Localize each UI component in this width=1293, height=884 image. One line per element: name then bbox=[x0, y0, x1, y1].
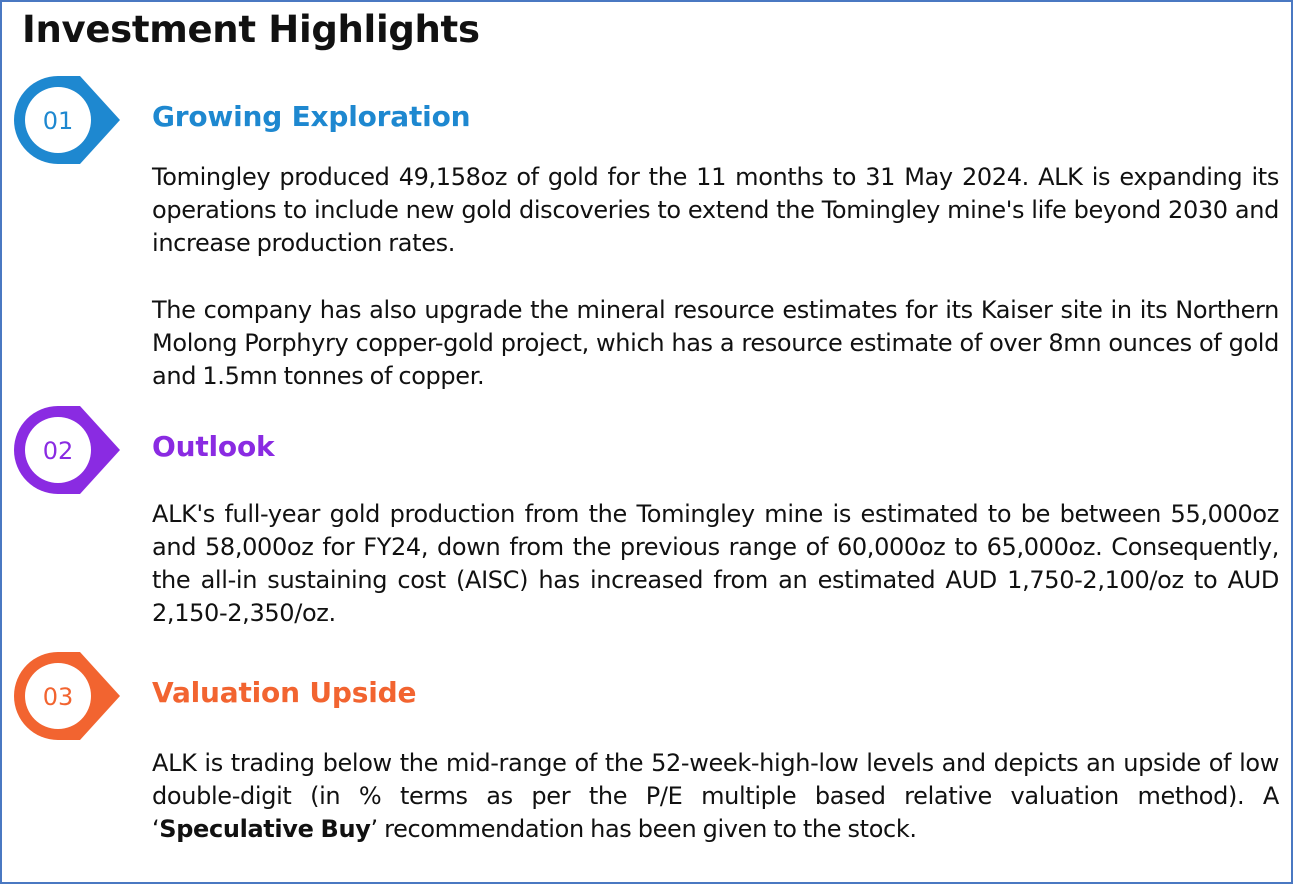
section-3-text-after: ’ recommendation has been given to the stock. bbox=[370, 815, 917, 843]
section-1-paragraph-2: The company has also upgrade the mineral resource estimates for its Kaiser site in its Northern Molong Porphyry copper-gold project, which has a resource estimate of over 8mn ounces of gold and 1.5mn tonnes of copper. bbox=[152, 296, 1279, 390]
recommendation-label: Speculative Buy bbox=[159, 815, 371, 843]
section-2-paragraph-1: ALK's full-year gold production from the Tomingley mine is estimated to be between 55,000oz and 58,000oz for FY24, down from the previous range of 60,000oz to 65,000oz. Consequently, the all-in sustaining cost (AISC) has increased from an estimated AUD 1,750-2,100/oz to AUD 2,150-2,350/oz. bbox=[152, 500, 1279, 627]
section-3-marker bbox=[12, 650, 124, 742]
page-title: Investment Highlights bbox=[22, 8, 480, 51]
section-1-heading: Growing Exploration bbox=[152, 100, 471, 133]
section-2-number: 02 bbox=[42, 437, 74, 465]
section-1-number: 01 bbox=[42, 107, 74, 135]
section-1-paragraph-1: Tomingley produced 49,158oz of gold for the 11 months to 31 May 2024. ALK is expanding its operations to include new gold discoveries to extend the Tomingley mine's life beyond 2030 and increase production rates. bbox=[152, 163, 1279, 257]
teardrop-badge-icon bbox=[12, 74, 124, 166]
section-3-number: 03 bbox=[42, 683, 74, 711]
teardrop-badge-icon bbox=[12, 650, 124, 742]
section-3-paragraph-1 bbox=[152, 747, 1279, 846]
section-2-marker bbox=[12, 404, 124, 496]
section-1-marker bbox=[12, 74, 124, 166]
section-2-heading: Outlook bbox=[152, 430, 275, 463]
teardrop-badge-icon bbox=[12, 404, 124, 496]
section-3-heading: Valuation Upside bbox=[152, 676, 417, 709]
section-3-text-before: ALK is trading below the mid-range of the 52-week-high-low levels and depicts an upside of low double-digit (in % terms as per the P/E multiple based relative valuation method). A ‘ bbox=[152, 749, 1279, 843]
